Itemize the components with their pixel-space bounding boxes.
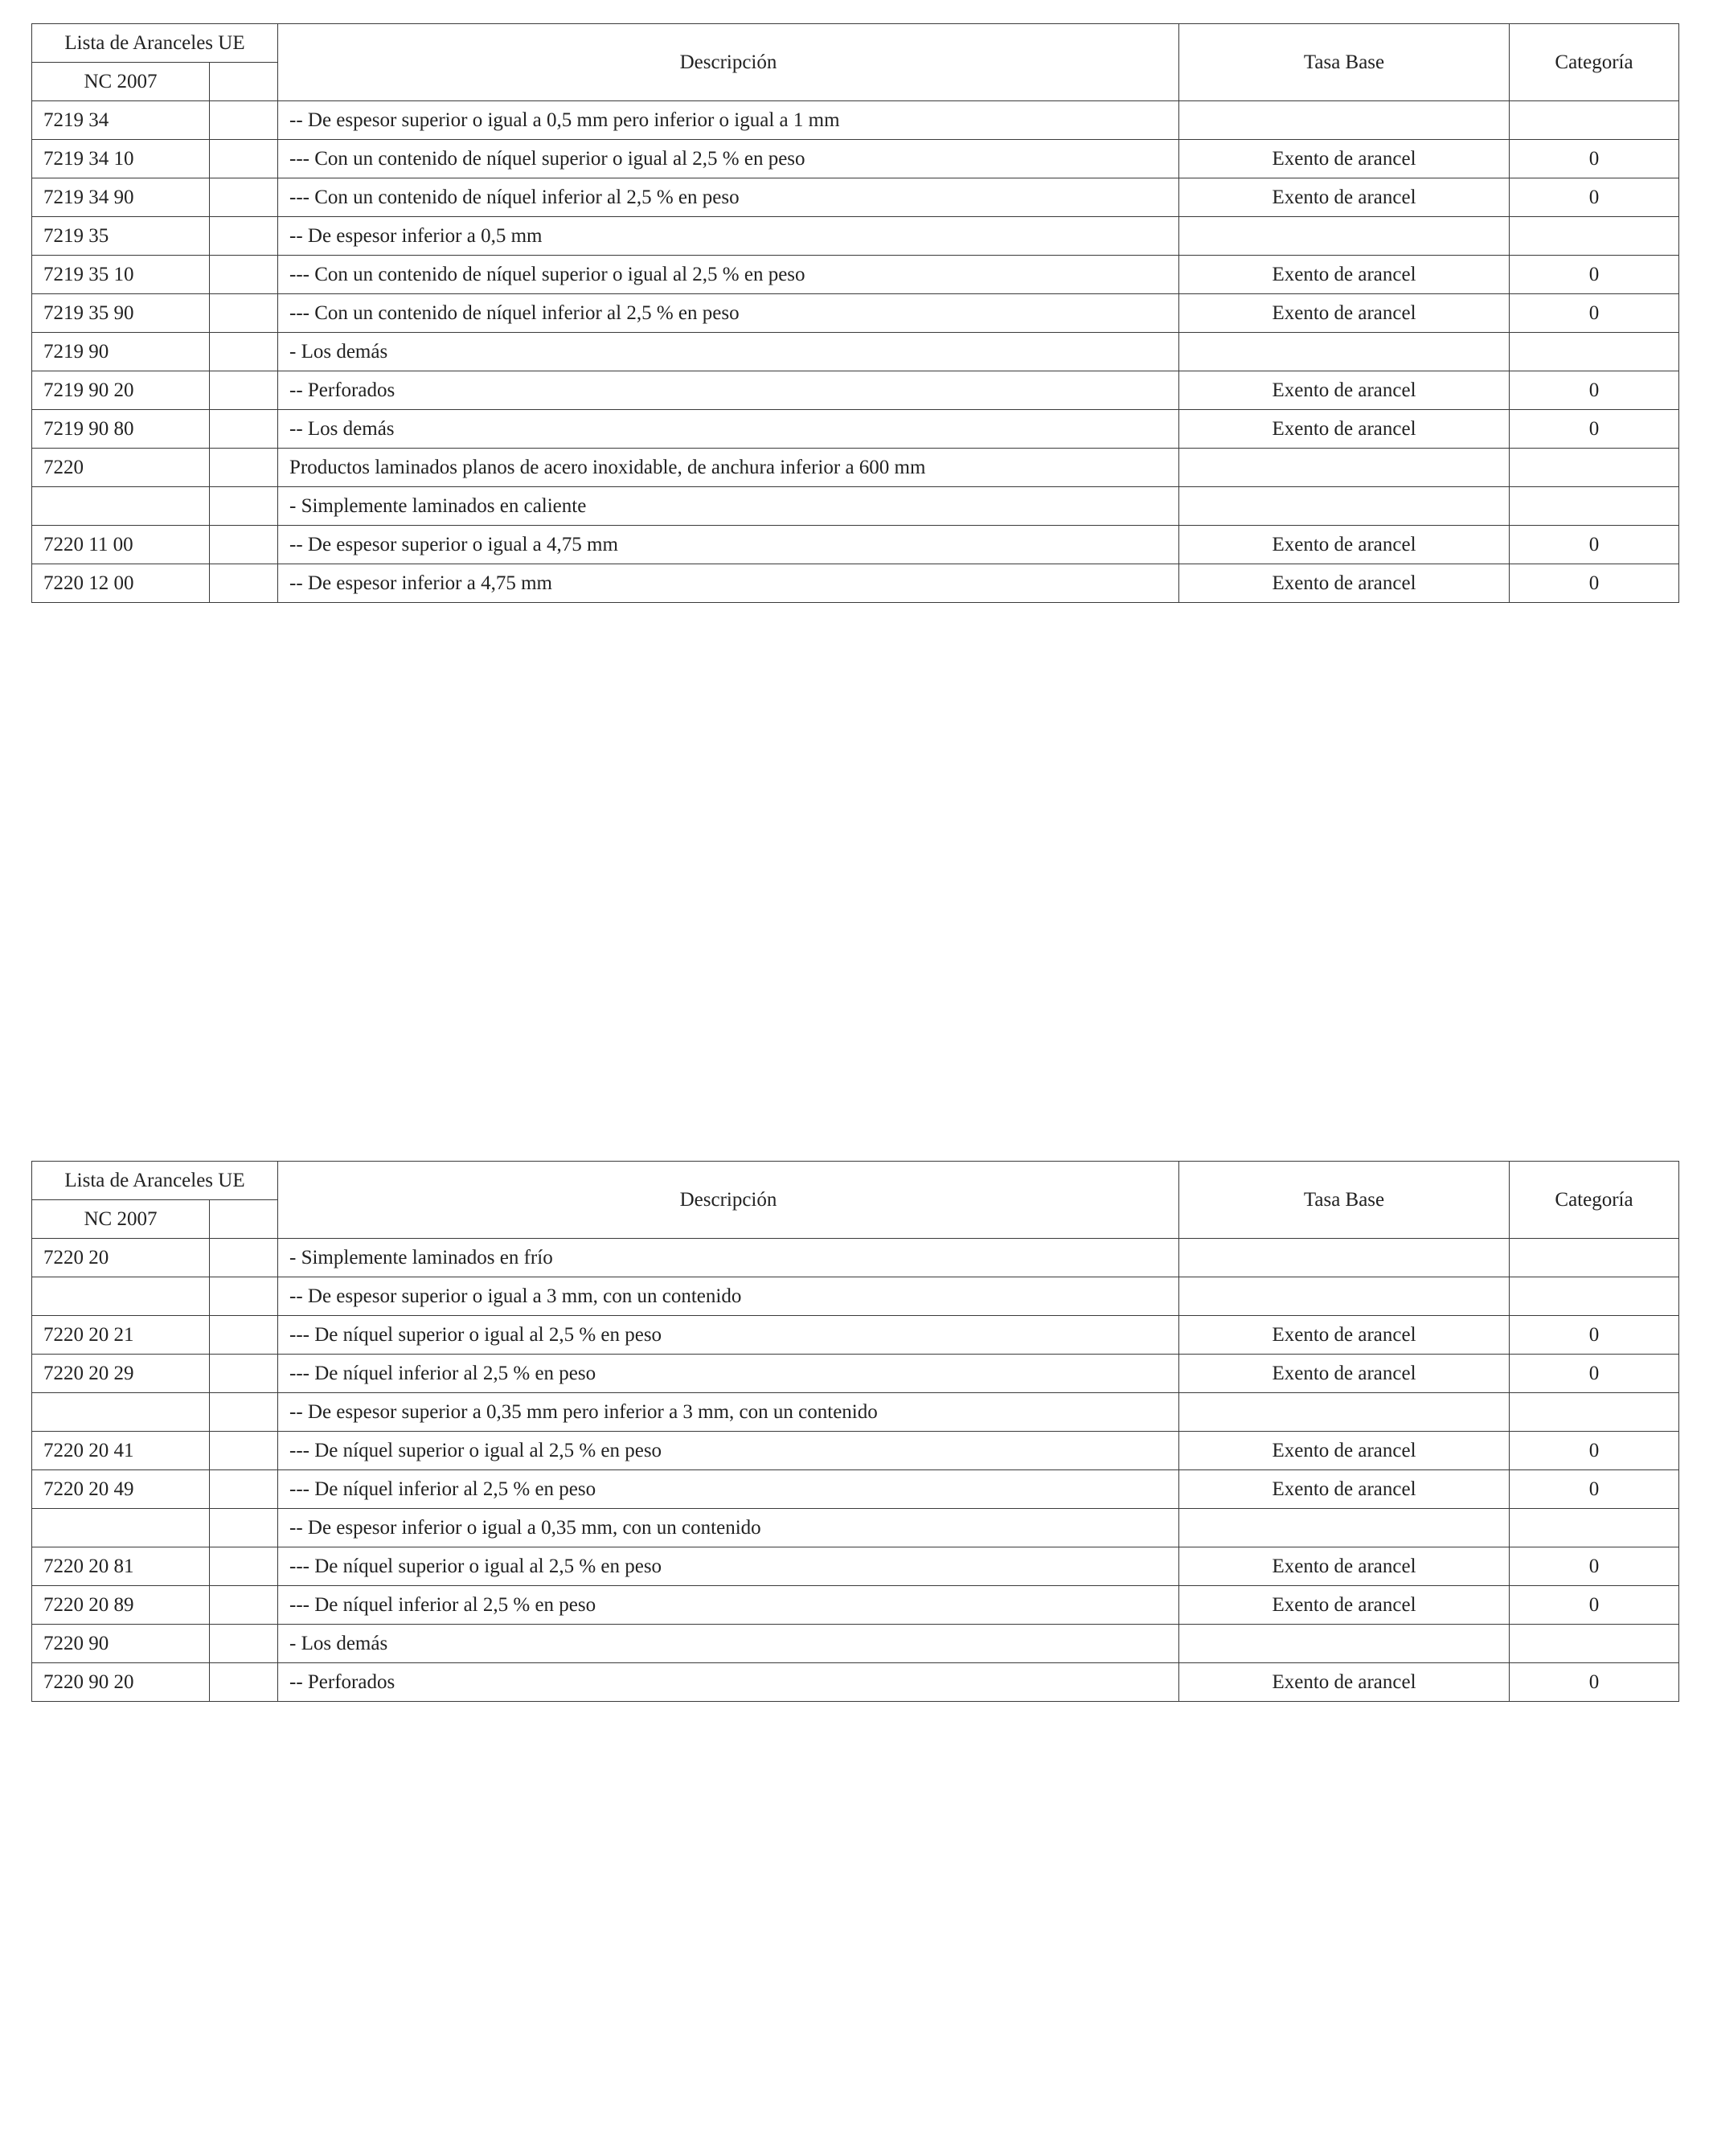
table-row (32, 526, 1679, 564)
base-rate-cell (1179, 1509, 1510, 1547)
base-rate-cell (1179, 1277, 1510, 1316)
base-rate-cell (1179, 487, 1510, 526)
category-cell: 0 (1510, 410, 1679, 449)
nc-code-cell: 7220 20 81 (32, 1547, 210, 1586)
blank-cell (210, 178, 278, 217)
blank-cell (210, 140, 278, 178)
nc-code-cell: 7220 20 29 (32, 1355, 210, 1393)
blank-cell (210, 1509, 278, 1547)
description-cell: --- Con un contenido de níquel inferior al 2,5 % en peso (278, 294, 1179, 333)
description-cell: - Simplemente laminados en frío (278, 1239, 1179, 1277)
header-nc-label: NC 2007 (32, 63, 210, 101)
description-cell: -- De espesor inferior o igual a 0,35 mm, con un contenido (278, 1509, 1179, 1547)
blank-cell (210, 256, 278, 294)
table-row (32, 1355, 1679, 1393)
blank-cell (210, 1547, 278, 1586)
description-cell: -- De espesor inferior a 0,5 mm (278, 217, 1179, 256)
description-cell: --- De níquel inferior al 2,5 % en peso (278, 1355, 1179, 1393)
blank-cell (210, 1355, 278, 1393)
table-row (32, 449, 1679, 487)
nc-code-cell: 7220 20 (32, 1239, 210, 1277)
description-cell: -- De espesor superior o igual a 3 mm, con un contenido (278, 1277, 1179, 1316)
description-cell: --- Con un contenido de níquel inferior al 2,5 % en peso (278, 178, 1179, 217)
table-row (32, 1625, 1679, 1663)
base-rate-cell: Exento de arancel (1179, 564, 1510, 603)
description-cell: --- De níquel inferior al 2,5 % en peso (278, 1586, 1179, 1625)
category-cell (1510, 1509, 1679, 1547)
description-cell: - Los demás (278, 1625, 1179, 1663)
base-rate-cell: Exento de arancel (1179, 410, 1510, 449)
category-cell (1510, 1625, 1679, 1663)
table-row (32, 487, 1679, 526)
header-nc-blank (210, 1200, 278, 1239)
category-cell: 0 (1510, 140, 1679, 178)
nc-code-cell: 7220 20 41 (32, 1432, 210, 1470)
table-row (32, 1547, 1679, 1586)
nc-code-cell: 7220 90 (32, 1625, 210, 1663)
category-cell: 0 (1510, 256, 1679, 294)
category-cell (1510, 217, 1679, 256)
base-rate-cell: Exento de arancel (1179, 294, 1510, 333)
table-row (32, 333, 1679, 371)
description-cell: -- Perforados (278, 1663, 1179, 1702)
table-row (32, 1239, 1679, 1277)
table-row (32, 1509, 1679, 1547)
nc-code-cell: 7219 90 80 (32, 410, 210, 449)
category-cell: 0 (1510, 1470, 1679, 1509)
base-rate-cell: Exento de arancel (1179, 1316, 1510, 1355)
nc-code-cell: 7220 (32, 449, 210, 487)
table-row (32, 140, 1679, 178)
nc-code-cell: 7219 35 90 (32, 294, 210, 333)
table-row (32, 256, 1679, 294)
base-rate-cell: Exento de arancel (1179, 371, 1510, 410)
nc-code-cell: 7219 90 (32, 333, 210, 371)
base-rate-cell (1179, 1239, 1510, 1277)
table-row (32, 1586, 1679, 1625)
base-rate-cell: Exento de arancel (1179, 256, 1510, 294)
base-rate-cell: Exento de arancel (1179, 1547, 1510, 1586)
table-row (32, 1432, 1679, 1470)
table-row (32, 101, 1679, 140)
description-cell: -- De espesor superior o igual a 4,75 mm (278, 526, 1179, 564)
category-cell: 0 (1510, 178, 1679, 217)
base-rate-cell: Exento de arancel (1179, 1470, 1510, 1509)
blank-cell (210, 333, 278, 371)
table-row (32, 410, 1679, 449)
description-cell: --- De níquel inferior al 2,5 % en peso (278, 1470, 1179, 1509)
category-cell: 0 (1510, 371, 1679, 410)
nc-code-cell: 7219 34 (32, 101, 210, 140)
blank-cell (210, 1470, 278, 1509)
base-rate-cell (1179, 101, 1510, 140)
nc-code-cell (32, 487, 210, 526)
description-cell: Productos laminados planos de acero inoxidable, de anchura inferior a 600 mm (278, 449, 1179, 487)
category-cell: 0 (1510, 526, 1679, 564)
table-body (32, 1239, 1679, 1702)
description-cell: --- De níquel superior o igual al 2,5 % en peso (278, 1316, 1179, 1355)
base-rate-cell: Exento de arancel (1179, 526, 1510, 564)
table-row (32, 1316, 1679, 1355)
blank-cell (210, 1625, 278, 1663)
nc-code-cell (32, 1393, 210, 1432)
blank-cell (210, 1239, 278, 1277)
table-row (32, 1277, 1679, 1316)
nc-code-cell: 7220 90 20 (32, 1663, 210, 1702)
nc-code-cell: 7219 90 20 (32, 371, 210, 410)
category-cell: 0 (1510, 1547, 1679, 1586)
table-row (32, 1470, 1679, 1509)
description-cell: --- Con un contenido de níquel superior o igual al 2,5 % en peso (278, 140, 1179, 178)
table-body (32, 101, 1679, 603)
table-row (32, 371, 1679, 410)
nc-code-cell: 7220 20 21 (32, 1316, 210, 1355)
base-rate-cell: Exento de arancel (1179, 1663, 1510, 1702)
description-cell: --- Con un contenido de níquel superior o igual al 2,5 % en peso (278, 256, 1179, 294)
category-cell: 0 (1510, 1355, 1679, 1393)
blank-cell (210, 449, 278, 487)
blank-cell (210, 101, 278, 140)
blank-cell (210, 564, 278, 603)
tariff-table-2 (31, 1161, 1679, 1702)
category-cell: 0 (1510, 294, 1679, 333)
category-cell (1510, 449, 1679, 487)
blank-cell (210, 1393, 278, 1432)
nc-code-cell: 7219 35 10 (32, 256, 210, 294)
header-nc-blank (210, 63, 278, 101)
blank-cell (210, 1432, 278, 1470)
table-row (32, 1393, 1679, 1432)
base-rate-cell: Exento de arancel (1179, 1432, 1510, 1470)
base-rate-cell (1179, 1625, 1510, 1663)
blank-cell (210, 526, 278, 564)
description-cell: -- De espesor inferior a 4,75 mm (278, 564, 1179, 603)
blank-cell (210, 410, 278, 449)
header-description: Descripción (278, 1162, 1179, 1239)
header-base-rate: Tasa Base (1179, 1162, 1510, 1239)
header-list-label: Lista de Aranceles UE (32, 24, 278, 63)
table-row (32, 217, 1679, 256)
category-cell (1510, 487, 1679, 526)
description-cell: -- De espesor superior a 0,35 mm pero inferior a 3 mm, con un contenido (278, 1393, 1179, 1432)
base-rate-cell (1179, 1393, 1510, 1432)
table-row (32, 178, 1679, 217)
category-cell: 0 (1510, 1663, 1679, 1702)
description-cell: -- De espesor superior o igual a 0,5 mm pero inferior o igual a 1 mm (278, 101, 1179, 140)
nc-code-cell: 7219 35 (32, 217, 210, 256)
nc-code-cell: 7220 20 89 (32, 1586, 210, 1625)
blank-cell (210, 371, 278, 410)
table-row (32, 564, 1679, 603)
nc-code-cell: 7219 34 10 (32, 140, 210, 178)
base-rate-cell: Exento de arancel (1179, 178, 1510, 217)
description-cell: -- Perforados (278, 371, 1179, 410)
blank-cell (210, 217, 278, 256)
header-base-rate: Tasa Base (1179, 24, 1510, 101)
table-row (32, 294, 1679, 333)
base-rate-cell (1179, 449, 1510, 487)
header-category: Categoría (1510, 1162, 1679, 1239)
base-rate-cell (1179, 333, 1510, 371)
base-rate-cell: Exento de arancel (1179, 1355, 1510, 1393)
description-cell: - Los demás (278, 333, 1179, 371)
category-cell: 0 (1510, 1586, 1679, 1625)
category-cell: 0 (1510, 1316, 1679, 1355)
category-cell: 0 (1510, 564, 1679, 603)
nc-code-cell (32, 1509, 210, 1547)
nc-code-cell: 7220 11 00 (32, 526, 210, 564)
blank-cell (210, 1316, 278, 1355)
header-nc-label: NC 2007 (32, 1200, 210, 1239)
nc-code-cell: 7220 12 00 (32, 564, 210, 603)
header-description: Descripción (278, 24, 1179, 101)
table-row (32, 1663, 1679, 1702)
header-list-label: Lista de Aranceles UE (32, 1162, 278, 1200)
blank-cell (210, 1663, 278, 1702)
category-cell (1510, 333, 1679, 371)
blank-cell (210, 487, 278, 526)
base-rate-cell: Exento de arancel (1179, 140, 1510, 178)
category-cell (1510, 1277, 1679, 1316)
base-rate-cell: Exento de arancel (1179, 1586, 1510, 1625)
nc-code-cell: 7220 20 49 (32, 1470, 210, 1509)
tariff-table-1 (31, 23, 1679, 603)
base-rate-cell (1179, 217, 1510, 256)
category-cell (1510, 1393, 1679, 1432)
description-cell: --- De níquel superior o igual al 2,5 % en peso (278, 1547, 1179, 1586)
blank-cell (210, 294, 278, 333)
category-cell (1510, 101, 1679, 140)
description-cell: --- De níquel superior o igual al 2,5 % en peso (278, 1432, 1179, 1470)
nc-code-cell (32, 1277, 210, 1316)
description-cell: -- Los demás (278, 410, 1179, 449)
category-cell (1510, 1239, 1679, 1277)
category-cell: 0 (1510, 1432, 1679, 1470)
description-cell: - Simplemente laminados en caliente (278, 487, 1179, 526)
blank-cell (210, 1586, 278, 1625)
header-category: Categoría (1510, 24, 1679, 101)
nc-code-cell: 7219 34 90 (32, 178, 210, 217)
blank-cell (210, 1277, 278, 1316)
